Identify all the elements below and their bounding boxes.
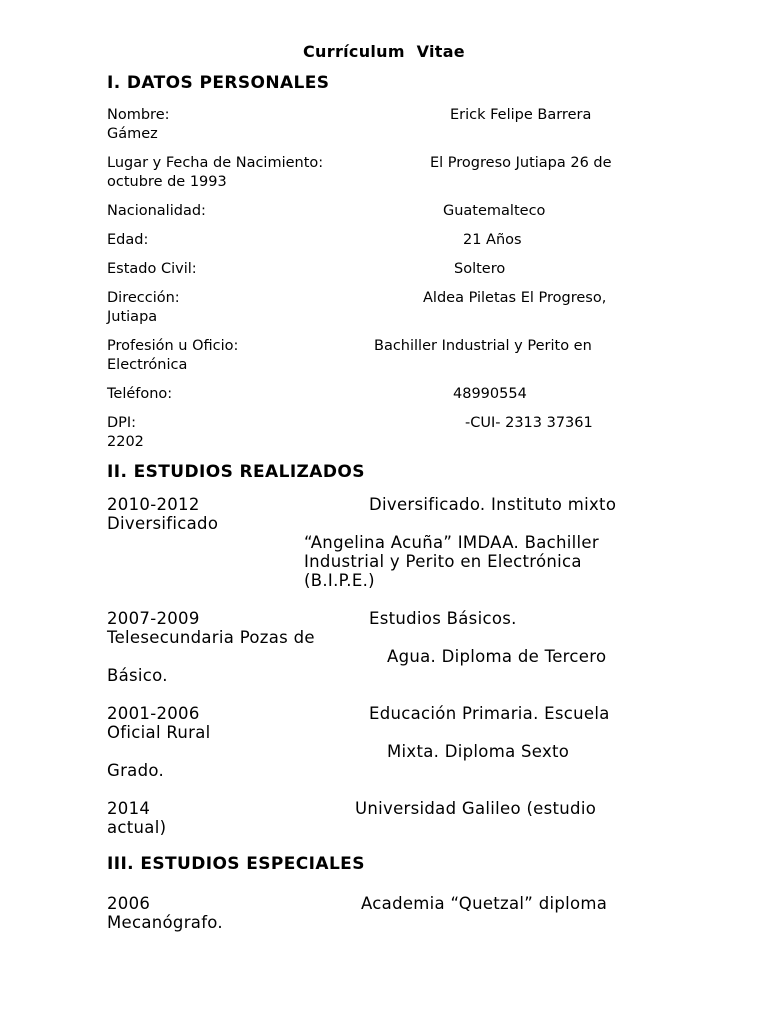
document-title: Currículum Vitae (303, 42, 465, 61)
field-value: 48990554 (453, 386, 527, 402)
field-label: Estado Civil: (107, 261, 197, 277)
field-value-continuation: octubre de 1993 (107, 174, 227, 190)
study-description-line: Mixta. Diploma Sexto (387, 742, 570, 761)
field-value-continuation: 2202 (107, 434, 144, 450)
study-description-line: Mecanógrafo. (107, 913, 223, 932)
field-label: Dirección: (107, 290, 180, 306)
study-year: 2010-2012 (107, 495, 200, 514)
study-description-line: Grado. (107, 761, 165, 780)
field-value: Bachiller Industrial y Perito en (374, 338, 592, 354)
field-value-continuation: Gámez (107, 126, 158, 142)
study-description: Educación Primaria. Escuela (369, 704, 610, 723)
study-description: Universidad Galileo (estudio (355, 799, 597, 818)
field-value: Erick Felipe Barrera (450, 107, 592, 123)
field-label: Profesión u Oficio: (107, 338, 239, 354)
field-value: El Progreso Jutiapa 26 de (430, 155, 612, 171)
field-value-continuation: Jutiapa (107, 309, 158, 325)
study-year: 2007-2009 (107, 609, 200, 628)
field-label: DPI: (107, 415, 137, 431)
study-description-line: Básico. (107, 666, 168, 685)
field-label: Nombre: (107, 107, 170, 123)
study-year: 2001-2006 (107, 704, 200, 723)
study-description-line: actual) (107, 818, 167, 837)
study-description-line: (B.I.P.E.) (304, 571, 375, 590)
field-value: Soltero (454, 261, 506, 277)
study-description: Academia “Quetzal” diploma (361, 894, 608, 913)
section-heading-estudios-especiales: III. ESTUDIOS ESPECIALES (107, 854, 365, 874)
field-label: Nacionalidad: (107, 203, 206, 219)
study-description: Estudios Básicos. (369, 609, 517, 628)
field-value: -CUI- 2313 37361 (465, 415, 593, 431)
field-value: Guatemalteco (443, 203, 546, 219)
section-heading-datos-personales: I. DATOS PERSONALES (107, 73, 330, 93)
section-heading-estudios-realizados: II. ESTUDIOS REALIZADOS (107, 462, 365, 482)
field-label: Lugar y Fecha de Nacimiento: (107, 155, 324, 171)
study-description-line: Industrial y Perito en Electrónica (304, 552, 582, 571)
field-value: Aldea Piletas El Progreso, (423, 290, 607, 306)
field-value: 21 Años (463, 232, 522, 248)
study-description-line: Telesecundaria Pozas de (107, 628, 315, 647)
study-year: 2006 (107, 894, 151, 913)
study-description: Diversificado. Instituto mixto (369, 495, 617, 514)
field-value-continuation: Electrónica (107, 357, 188, 373)
field-label: Edad: (107, 232, 149, 248)
field-label: Teléfono: (107, 386, 173, 402)
study-description-line: “Angelina Acuña” IMDAA. Bachiller (304, 533, 599, 552)
study-description-line: Agua. Diploma de Tercero (387, 647, 607, 666)
study-description-line: Diversificado (107, 514, 219, 533)
study-description-line: Oficial Rural (107, 723, 211, 742)
study-year: 2014 (107, 799, 151, 818)
